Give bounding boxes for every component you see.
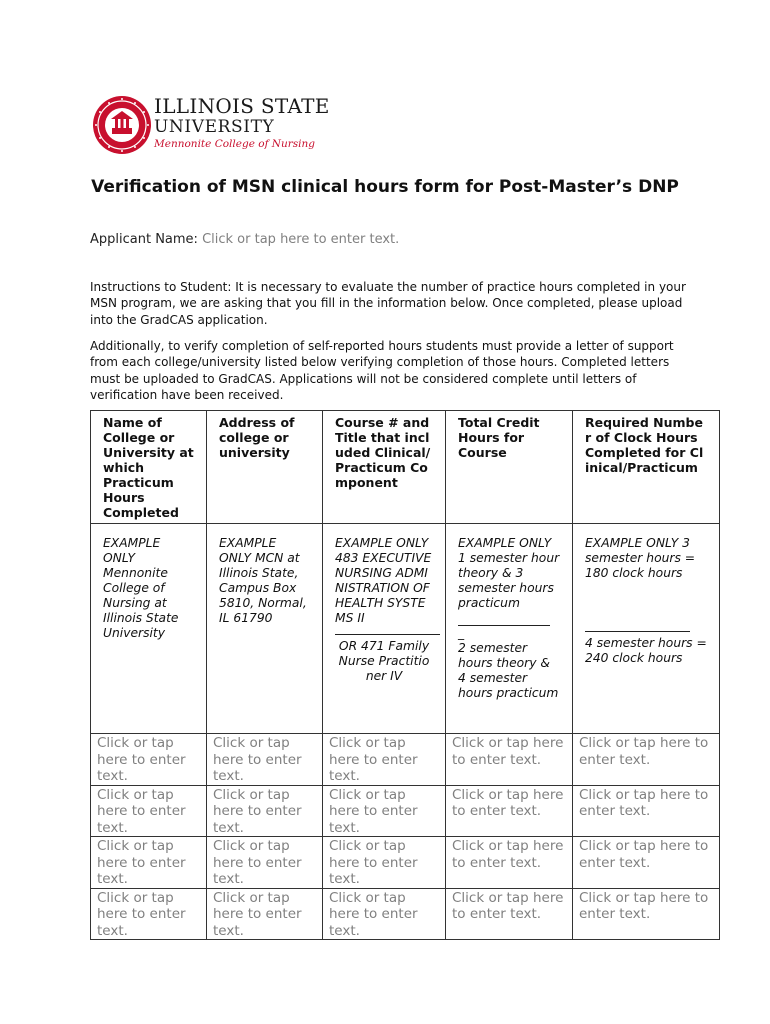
address-field[interactable]: Click or tap here to enter text.: [207, 785, 323, 837]
applicant-name-row: [90, 232, 399, 247]
applicant-name-field[interactable]: Click or tap here to enter text.: [202, 232, 400, 247]
header-clock-hours: Required Number of Clock Hours Completed for Clinical/Practicum: [573, 411, 720, 524]
university-logo: [92, 94, 330, 155]
table-row: [91, 734, 720, 786]
page-title: Verification of MSN clinical hours form for Post-Master’s DNP: [91, 177, 679, 197]
credit-hours-field[interactable]: Click or tap here to enter text.: [446, 734, 573, 786]
header-course: Course # and Title that included Clinical/Practicum Component: [323, 411, 446, 524]
college-name-field[interactable]: Click or tap here to enter text.: [91, 888, 207, 940]
course-field[interactable]: Click or tap here to enter text.: [323, 837, 446, 889]
address-field[interactable]: Click or tap here to enter text.: [207, 837, 323, 889]
table-row: [91, 888, 720, 940]
example-course-divider: [335, 634, 440, 635]
example-clock-hours-primary: EXAMPLE ONLY 3 semester hours = 180 clock hours: [585, 536, 696, 580]
example-credit-hours: [446, 524, 573, 734]
applicant-name-label: Applicant Name:: [90, 232, 198, 247]
course-field[interactable]: Click or tap here to enter text.: [323, 785, 446, 837]
header-college-name: Name of College or University at which Practicum Hours Completed: [91, 411, 207, 524]
college-name-field[interactable]: Click or tap here to enter text.: [91, 734, 207, 786]
example-college: EXAMPLE ONLY Mennonite College of Nursing at Illinois State University: [91, 524, 207, 734]
college-name-field[interactable]: Click or tap here to enter text.: [91, 785, 207, 837]
address-field[interactable]: Click or tap here to enter text.: [207, 888, 323, 940]
table-header-row: [91, 411, 720, 524]
table-example-row: [91, 524, 720, 734]
example-clock-hours: [573, 524, 720, 734]
college-name-field[interactable]: Click or tap here to enter text.: [91, 837, 207, 889]
address-field[interactable]: Click or tap here to enter text.: [207, 734, 323, 786]
course-field[interactable]: Click or tap here to enter text.: [323, 888, 446, 940]
logo-line-illinois-state: ILLINOIS STATE: [154, 94, 330, 118]
example-clock-hours-alternate: 4 semester hours = 240 clock hours: [585, 636, 707, 665]
example-course-alternate: OR 471 Family Nurse Practitioner IV: [338, 639, 430, 683]
example-course-primary: EXAMPLE ONLY 483 EXECUTIVE NURSING ADMINISTRATION OF HEALTH SYSTEMS II: [335, 536, 432, 625]
example-address: EXAMPLE ONLY MCN at Illinois State, Campus Box 5810, Normal, IL 61790: [207, 524, 323, 734]
example-clock-divider: [585, 631, 690, 632]
logo-line-university: UNIVERSITY: [154, 117, 275, 137]
example-credit-underscore: _: [458, 626, 465, 640]
clock-hours-field[interactable]: Click or tap here to enter text.: [573, 785, 720, 837]
header-credit-hours: Total Credit Hours for Course: [446, 411, 573, 524]
instructions-paragraph-2: Additionally, to verify completion of self-reported hours students must provide a letter of support from each college/university listed below verifying completion of those hours. Completed letters must be uploaded to GradCAS. Applications will not be considered complete until letters of verification have been received.: [90, 339, 674, 402]
clock-hours-field[interactable]: Click or tap here to enter text.: [573, 888, 720, 940]
clock-hours-field[interactable]: Click or tap here to enter text.: [573, 837, 720, 889]
clock-hours-field[interactable]: Click or tap here to enter text.: [573, 734, 720, 786]
credit-hours-field[interactable]: Click or tap here to enter text.: [446, 888, 573, 940]
table-row: [91, 785, 720, 837]
clinical-hours-table: [90, 410, 720, 940]
example-credit-hours-alternate: 2 semester hours theory & 4 semester hours practicum: [458, 641, 559, 700]
university-seal-icon: [92, 95, 152, 155]
logo-wordmark: [154, 95, 330, 151]
logo-line-college: Mennonite College of Nursing: [154, 138, 316, 150]
table-row: [91, 837, 720, 889]
header-address: Address of college or university: [207, 411, 323, 524]
credit-hours-field[interactable]: Click or tap here to enter text.: [446, 837, 573, 889]
example-course: [323, 524, 446, 734]
credit-hours-field[interactable]: Click or tap here to enter text.: [446, 785, 573, 837]
instructions-paragraph-1: Instructions to Student: It is necessary to evaluate the number of practice hours completed in your MSN program, we are asking that you fill in the information below. Once completed, please upload into the GradCAS application.: [90, 280, 686, 327]
course-field[interactable]: Click or tap here to enter text.: [323, 734, 446, 786]
example-credit-hours-primary: EXAMPLE ONLY 1 semester hour theory & 3 semester hours practicum: [458, 536, 560, 610]
